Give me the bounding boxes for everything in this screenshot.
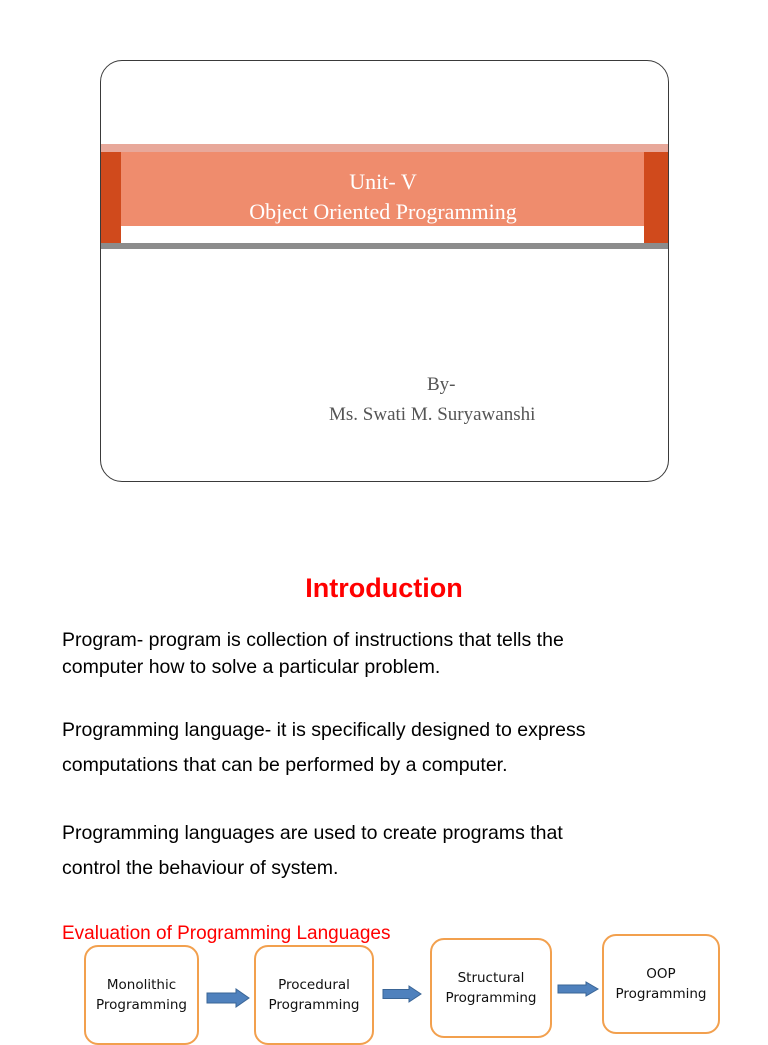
programming-language-definition — [62, 713, 722, 783]
introduction-heading: Introduction — [305, 573, 463, 603]
right-arrow-icon — [206, 988, 250, 1008]
unit-title: Unit- V — [349, 169, 417, 194]
paragraph-line: control the behaviour of system. — [62, 857, 339, 879]
right-arrow-icon — [557, 981, 599, 997]
stage-monolithic — [84, 945, 199, 1045]
paragraph-line: Programming languages are used to create programs that — [62, 822, 563, 844]
stage-procedural — [254, 945, 374, 1045]
program-definition — [62, 627, 722, 681]
stage-structural — [430, 938, 552, 1038]
byline — [101, 370, 668, 430]
stage-label: Programming — [96, 997, 187, 1013]
stage-label: Structural — [457, 970, 525, 986]
stage-label: Monolithic — [106, 977, 177, 993]
paragraph-line: Program- program is collection of instructions that tells the — [62, 629, 564, 651]
paragraph-line: Programming language- it is specifically designed to express — [62, 719, 586, 741]
stage-label: Programming — [445, 990, 537, 1006]
right-arrow-icon — [382, 985, 422, 1003]
slide-title — [121, 167, 645, 227]
title-slide — [100, 60, 669, 482]
author-name: Ms. Swati M. Suryawanshi — [329, 404, 536, 425]
stage-label: OOP — [646, 966, 676, 982]
title-band-left-cap — [101, 152, 121, 244]
evolution-heading: Evaluation of Programming Languages — [62, 923, 391, 944]
paragraph-line: computer how to solve a particular problem. — [62, 656, 441, 678]
programming-languages-purpose — [62, 816, 722, 886]
paragraph-line: computations that can be performed by a computer. — [62, 754, 508, 776]
stage-label: Programming — [615, 986, 707, 1002]
title-band-right-cap — [644, 152, 668, 244]
title-band-top-stripe — [101, 144, 668, 152]
stage-oop — [602, 934, 720, 1034]
title-band-bottom-stripe — [101, 243, 668, 249]
by-label: By- — [427, 374, 456, 395]
subject-title: Object Oriented Programming — [249, 199, 517, 224]
stage-label: Procedural — [278, 977, 350, 993]
stage-label: Programming — [268, 997, 360, 1013]
